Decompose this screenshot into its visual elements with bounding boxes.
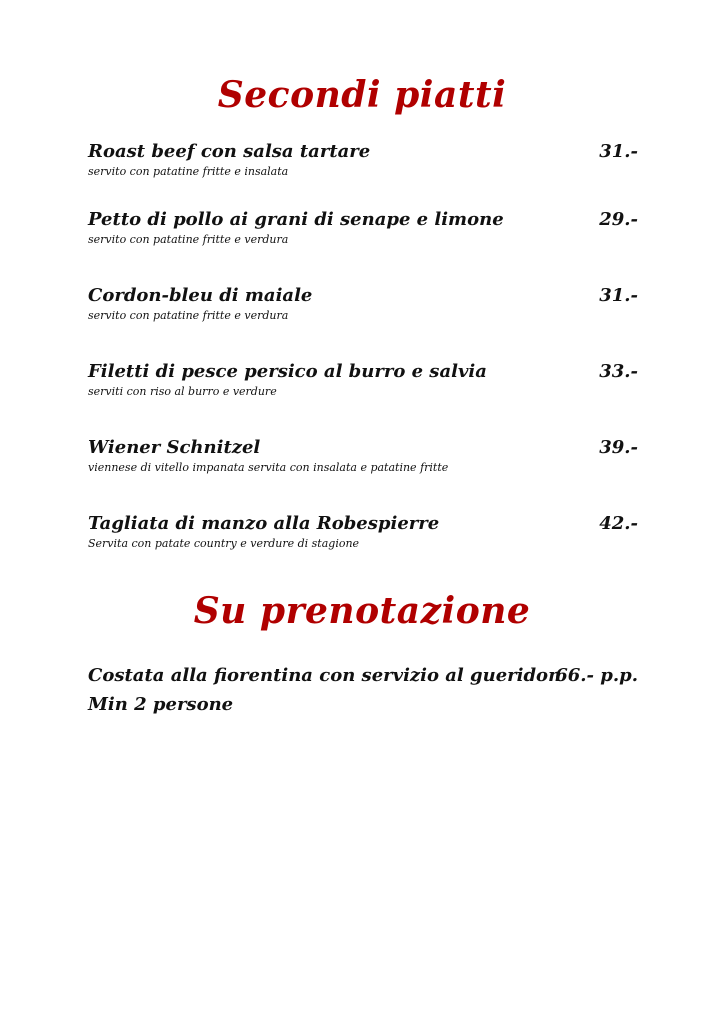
- dish-description: servito con patatine fritte e insalata: [88, 165, 289, 178]
- section-title-su-prenotazione: Su prenotazione: [193, 590, 531, 632]
- dish-name: Wiener Schnitzel: [88, 437, 261, 458]
- dish-name: Cordon-bleu di maiale: [88, 285, 313, 306]
- dish-name: Petto di pollo ai grani di senape e limone: [88, 209, 504, 230]
- dish-description: viennese di vitello impanata servita con insalata e patatine fritte: [88, 461, 449, 474]
- dish-description: serviti con riso al burro e verdure: [88, 385, 277, 398]
- dish-description: servito con patatine fritte e verdura: [88, 233, 289, 246]
- menu-item: [88, 436, 638, 484]
- dish-price: 42.-: [599, 513, 638, 534]
- dish-note: Min 2 persone: [88, 694, 234, 715]
- dish-price: 31.-: [599, 141, 638, 162]
- dish-price: 29.-: [599, 209, 638, 230]
- section-title-secondi-piatti: Secondi piatti: [217, 74, 507, 116]
- menu-item: [88, 664, 638, 724]
- dish-name: Costata alla fiorentina con servizio al gueridon: [88, 665, 562, 686]
- dish-price: 39.-: [599, 437, 638, 458]
- dish-name: Roast beef con salsa tartare: [88, 141, 371, 162]
- menu-item: [88, 140, 638, 188]
- menu-item: [88, 284, 638, 332]
- dish-description: Servita con patate country e verdure di stagione: [88, 537, 360, 550]
- dish-price: 31.-: [599, 285, 638, 306]
- dish-price: 33.-: [599, 361, 638, 382]
- menu-item: [88, 208, 638, 256]
- menu-item: [88, 360, 638, 408]
- menu-item: [88, 512, 638, 560]
- dish-name: Tagliata di manzo alla Robespierre: [88, 513, 440, 534]
- dish-description: servito con patatine fritte e verdura: [88, 309, 289, 322]
- dish-name: Filetti di pesce persico al burro e salvia: [88, 361, 487, 382]
- dish-price: 66.- p.p.: [555, 665, 638, 686]
